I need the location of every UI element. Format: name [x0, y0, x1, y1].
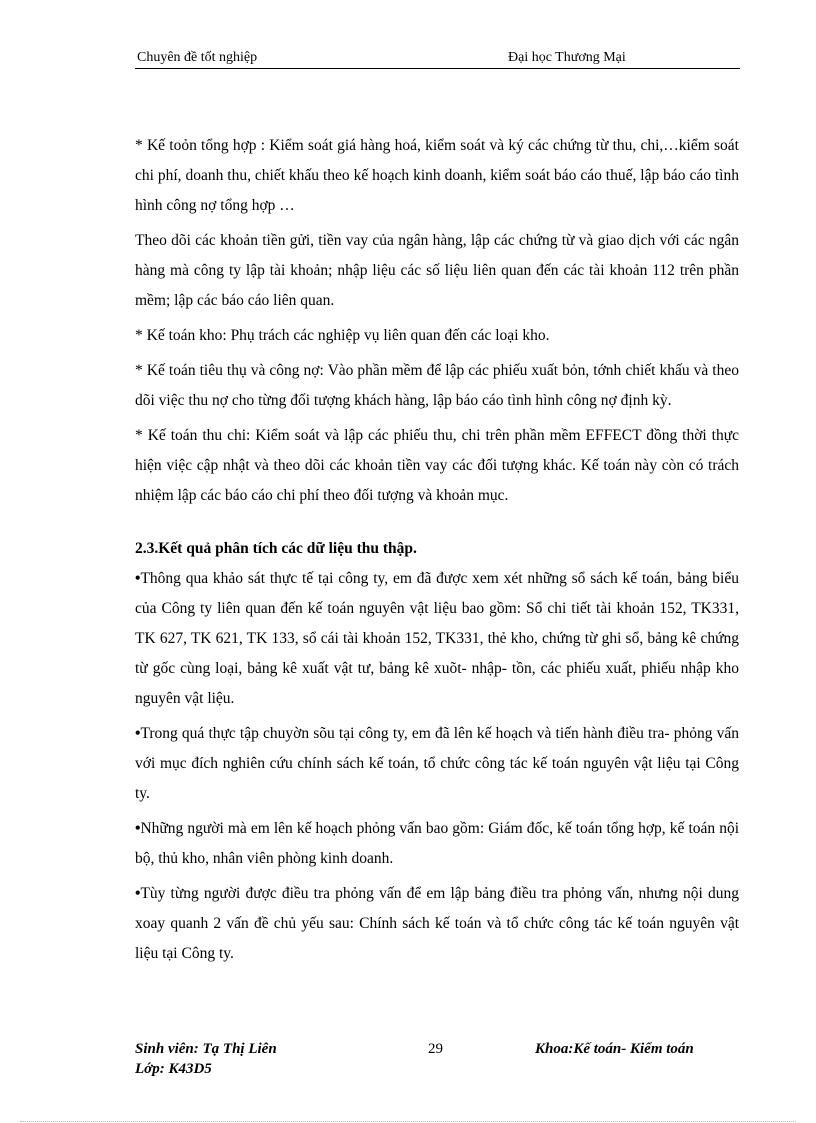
paragraph: * Kế toán thu chi: Kiểm soát và lập các phiếu thu, chi trên phần mềm EFFECT đồng thời thực hiện việc cập nhật và theo dõi các khoản tiền vay các đối tượng khác. Kế toán này còn có trách nhiệm lập các báo cáo chi phí theo đối tượng và khoản mục. [135, 427, 739, 504]
paragraph: * Kế toán kho: Phụ trách các nghiệp vụ liên quan đến các loại kho. [135, 327, 550, 344]
bullet-text: Những người mà em lên kế hoạch phỏng vấn bao gồm: Giám đốc, kế toán tổng hợp, kế toán nội bộ, thủ kho, nhân viên phòng kinh doanh. [135, 820, 739, 867]
page-bottom-divider [20, 1121, 796, 1122]
footer-faculty: Khoa:Kế toán- Kiểm toán [535, 1041, 694, 1057]
bullet-item [135, 564, 739, 714]
header-right-title: Đại học Thương Mại [508, 50, 626, 65]
page-header [135, 50, 740, 69]
paragraph: Theo dõi các khoản tiền gửi, tiền vay của ngân hàng, lập các chứng từ và giao dịch với các ngân hàng mà công ty lập tài khoản; nhập liệu các số liệu liên quan đến các tài khoản 112 trên phần mềm; lập các báo cáo liên quan. [135, 232, 739, 309]
footer-student: Sinh viên: Tạ Thị Liên [135, 1041, 277, 1057]
bullet-text: Tùy từng người được điều tra phỏng vấn để em lập bảng điều tra phỏng vấn, nhưng nội dung xoay quanh 2 vấn đề chủ yếu sau: Chính sách kế toán và tổ chức công tác kế toán nguyên vật liệu tại Công ty. [135, 885, 739, 962]
bullet-item [135, 814, 739, 874]
bullet-text: Thông qua khảo sát thực tế tại công ty, em đã được xem xét những sổ sách kế toán, bảng biểu của Công ty liên quan đến kế toán nguyên vật liệu bao gồm: Sổ chi tiết tài khoản 152, TK331, TK 627, TK 621, TK 133, sổ cái tài khoản 152, TK331, thẻ kho, chứng từ ghi sổ, bảng kê chứng từ gốc cùng loại, bảng kê xuất vật tư, bảng kê xuõt- nhập- tồn, các phiếu xuất, phiếu nhập kho nguyên vật liệu. [135, 570, 739, 707]
paragraph: * Kế toán tiêu thụ và công nợ: Vào phần mềm để lập các phiếu xuất bỏn, tớnh chiết khấu và theo dõi việc thu nợ cho từng đối tượng khách hàng, lập báo cáo tình hình công nợ định kỳ. [135, 362, 739, 409]
bullet-item [135, 879, 739, 969]
bullet-item [135, 719, 739, 809]
section-title: 2.3.Kết quả phân tích các dữ liệu thu thập. [135, 540, 417, 557]
bullet-text: Trong quá thực tập chuyờn sõu tại công ty, em đã lên kế hoạch và tiến hành điều tra- phỏng vấn với mục đích nghiên cứu chính sách kế toán, tổ chức công tác kế toán nguyên vật liệu tại Công ty. [135, 725, 739, 802]
header-left-title: Chuyên đề tốt nghiệp [137, 50, 258, 65]
paragraph: * Kế toỏn tổng hợp : Kiểm soát giá hàng hoá, kiểm soát và ký các chứng từ thu, chi,…kiểm soát chi phí, doanh thu, chiết khấu theo kế hoạch kinh doanh, kiểm soát báo cáo thuế, lập báo cáo tình hình công nợ tổng hợp … [135, 137, 739, 214]
document-body [135, 131, 739, 974]
page-number: 29 [428, 1041, 443, 1057]
footer-class: Lớp: K43D5 [135, 1061, 212, 1077]
